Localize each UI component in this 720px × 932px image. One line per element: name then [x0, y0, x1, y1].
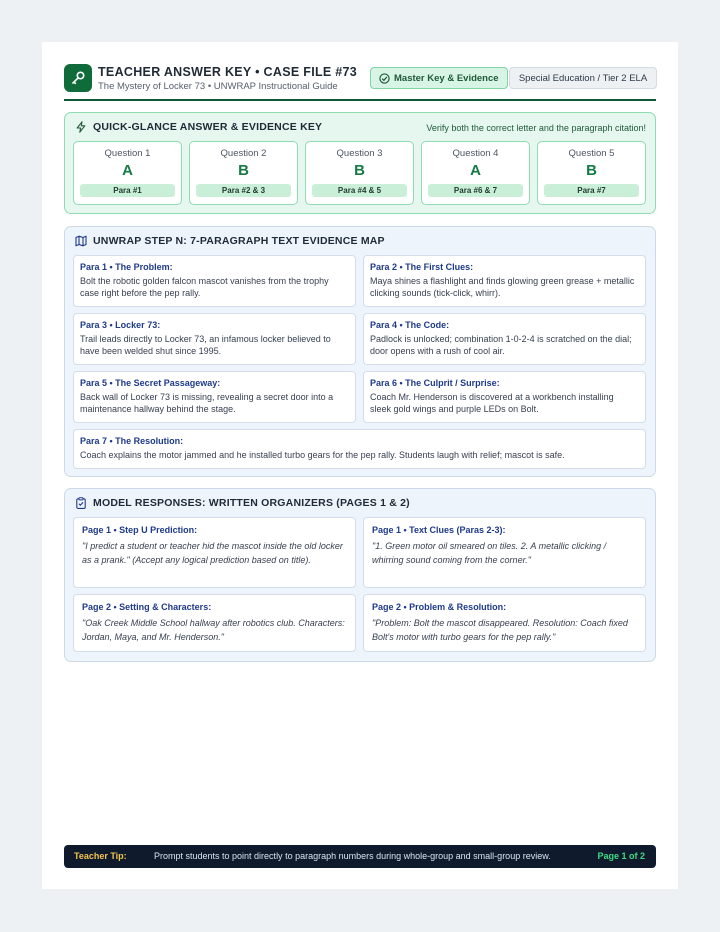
paragraph-card — [73, 255, 356, 307]
paragraph-summary: Back wall of Locker 73 is missing, revealing a secret door into a maintenance hallway behind the stage. — [80, 392, 334, 414]
evidence-map-heading — [75, 235, 385, 247]
answer-letter: B — [354, 162, 365, 179]
answer-card-row — [73, 141, 646, 205]
model-responses-heading — [75, 497, 410, 509]
model-responses-title: MODEL RESPONSES: WRITTEN ORGANIZERS (PAGES 1 & 2) — [93, 497, 410, 509]
question-label: Question 2 — [220, 148, 267, 159]
tip-label: Teacher Tip: — [74, 851, 127, 861]
quick-glance-title: QUICK-GLANCE ANSWER & EVIDENCE KEY — [93, 121, 323, 133]
map-icon — [75, 235, 87, 247]
teacher-tip-footer — [64, 845, 656, 868]
course-badge: Special Education / Tier 2 ELA — [509, 67, 657, 89]
response-text: "1. Green motor oil smeared on tiles. 2. A metallic clicking / whirring sound coming from the corner." — [372, 541, 607, 565]
header-divider — [64, 99, 656, 101]
page-number: Page 1 of 2 — [597, 851, 645, 861]
paragraph-summary: Maya shines a flashlight and finds glowing green grease + metallic clicking sounds (tick-click, whirr). — [370, 276, 635, 298]
clipboard-check-icon — [75, 497, 87, 509]
check-circle-icon — [379, 73, 390, 84]
question-label: Question 1 — [104, 148, 151, 159]
paragraph-title: Para 1 • The Problem: — [80, 262, 173, 272]
response-title: Page 2 • Setting & Characters: — [82, 602, 212, 612]
answer-key-page — [42, 42, 678, 889]
evidence-map-section — [64, 226, 656, 477]
answer-card — [73, 141, 182, 205]
answer-card — [537, 141, 646, 205]
paragraph-citation: Para #7 — [544, 184, 639, 197]
page-content — [64, 64, 656, 861]
answer-card — [189, 141, 298, 205]
answer-letter: B — [586, 162, 597, 179]
paragraph-summary: Trail leads directly to Locker 73, an infamous locker believed to have been welded shut since 1995. — [80, 334, 331, 356]
paragraph-citation: Para #2 & 3 — [196, 184, 291, 197]
question-label: Question 5 — [568, 148, 615, 159]
master-key-label: Master Key & Evidence — [394, 72, 499, 84]
question-label: Question 4 — [452, 148, 499, 159]
paragraph-summary: Padlock is unlocked; combination 1-0-2-4 is scratched on the dial; door opens with a rush of cool air. — [370, 334, 632, 356]
paragraph-title: Para 4 • The Code: — [370, 320, 450, 330]
response-text: "Oak Creek Middle School hallway after robotics club. Characters: Jordan, Maya, and Mr. Henderson." — [82, 618, 345, 642]
response-title: Page 1 • Step U Prediction: — [82, 525, 198, 535]
question-label: Question 3 — [336, 148, 383, 159]
answer-letter: A — [470, 162, 481, 179]
paragraph-card — [73, 371, 356, 423]
lightning-icon — [75, 121, 87, 133]
model-response-card — [73, 517, 356, 588]
paragraph-summary: Coach explains the motor jammed and he installed turbo gears for the pep rally. Students laugh with relief; mascot is safe. — [80, 450, 565, 460]
paragraph-card — [73, 429, 646, 469]
paragraph-card — [363, 371, 646, 423]
quick-glance-section — [64, 112, 656, 214]
tip-text: Prompt students to point directly to paragraph numbers during whole-group and small-group review. — [154, 851, 551, 861]
quick-glance-note: Verify both the correct letter and the paragraph citation! — [426, 123, 646, 133]
answer-letter: A — [122, 162, 133, 179]
paragraph-card — [363, 313, 646, 365]
response-title: Page 2 • Problem & Resolution: — [372, 602, 507, 612]
quick-glance-heading — [75, 121, 322, 133]
model-response-card — [363, 594, 646, 652]
response-text: "Problem: Bolt the mascot disappeared. Resolution: Coach fixed Bolt's motor with turbo gears for the pep rally." — [372, 618, 628, 642]
model-response-card — [73, 594, 356, 652]
page-title: TEACHER ANSWER KEY • CASE FILE #73 — [98, 65, 358, 79]
paragraph-title: Para 5 • The Secret Passageway: — [80, 378, 221, 388]
model-response-card — [363, 517, 646, 588]
paragraph-citation: Para #6 & 7 — [428, 184, 523, 197]
answer-card — [421, 141, 530, 205]
paragraph-summary: Coach Mr. Henderson is discovered at a workbench installing sleek gold wings and purple LEDs on Bolt. — [370, 392, 614, 414]
master-key-badge — [370, 67, 508, 89]
paragraph-card — [73, 313, 356, 365]
paragraph-summary: Bolt the robotic golden falcon mascot vanishes from the trophy case right before the pep rally. — [80, 276, 329, 298]
paragraph-citation: Para #4 & 5 — [312, 184, 407, 197]
document-header — [64, 64, 656, 100]
response-text: "I predict a student or teacher hid the mascot inside the old locker as a prank." (Accept any logical prediction based on title). — [82, 541, 343, 565]
paragraph-citation: Para #1 — [80, 184, 175, 197]
paragraph-title: Para 6 • The Culprit / Surprise: — [370, 378, 500, 388]
model-responses-section — [64, 488, 656, 662]
response-title: Page 1 • Text Clues (Paras 2-3): — [372, 525, 506, 535]
paragraph-title: Para 3 • Locker 73: — [80, 320, 161, 330]
paragraph-card — [363, 255, 646, 307]
key-icon — [64, 64, 92, 92]
answer-letter: B — [238, 162, 249, 179]
answer-card — [305, 141, 414, 205]
paragraph-title: Para 2 • The First Clues: — [370, 262, 474, 272]
paragraph-title: Para 7 • The Resolution: — [80, 436, 184, 446]
page-subtitle: The Mystery of Locker 73 • UNWRAP Instructional Guide — [98, 81, 338, 92]
evidence-map-title: UNWRAP STEP N: 7-PARAGRAPH TEXT EVIDENCE MAP — [93, 235, 385, 247]
